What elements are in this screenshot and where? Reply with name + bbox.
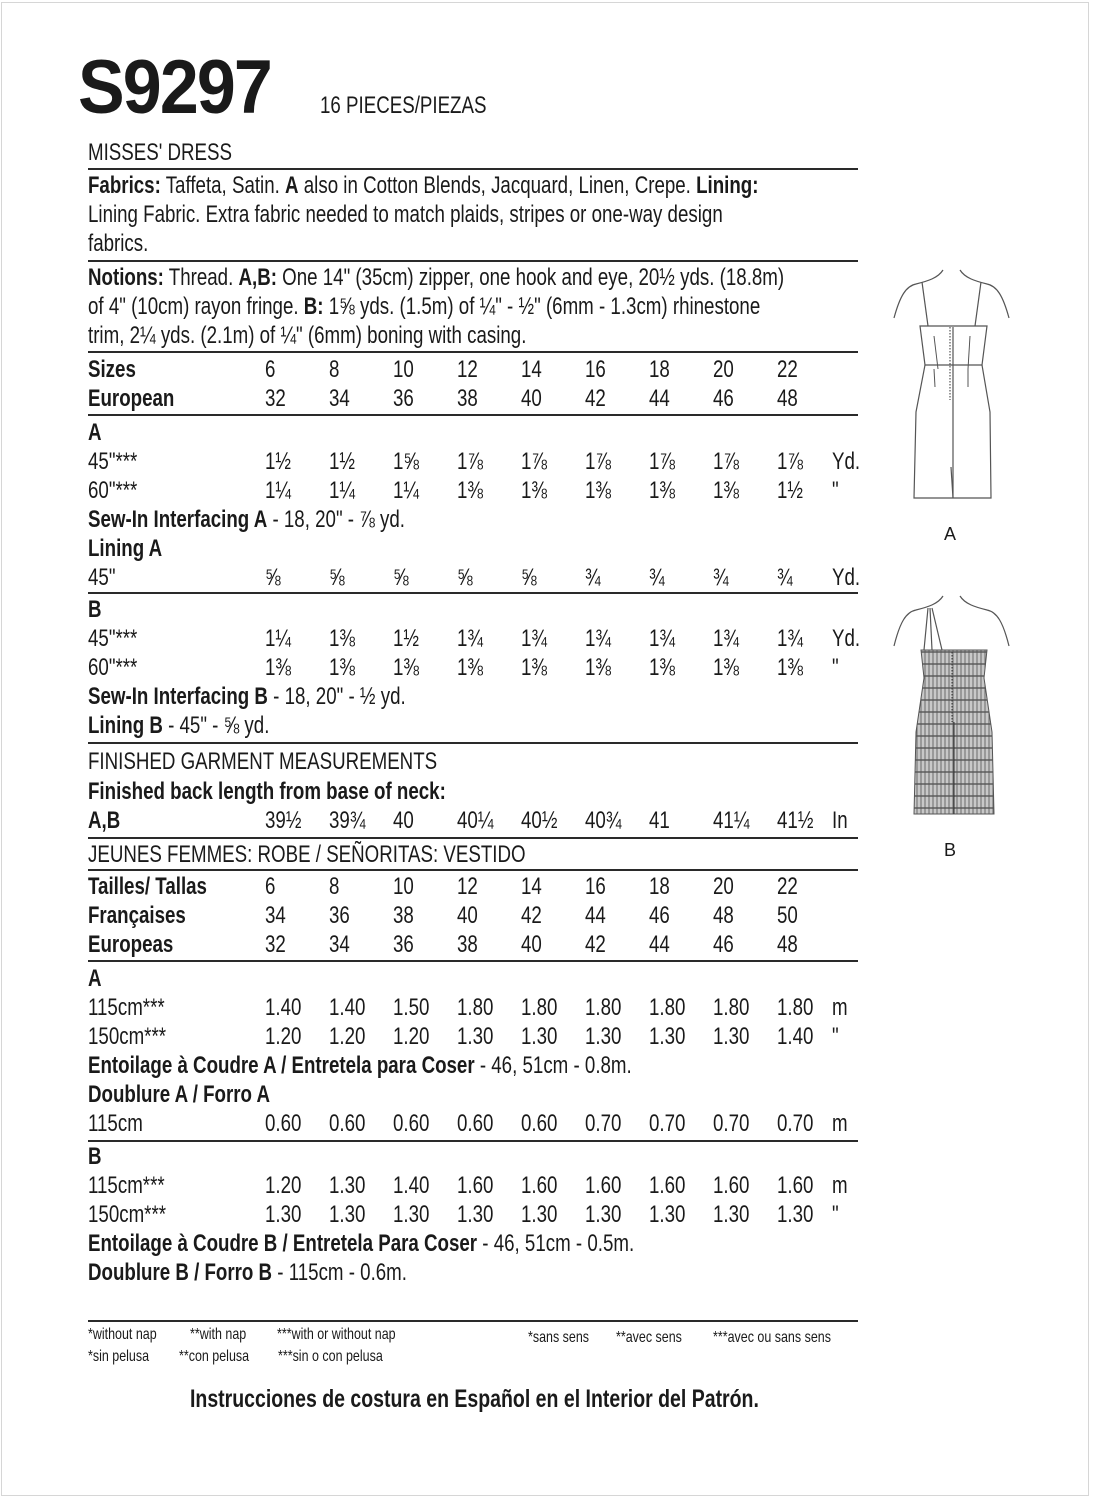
table-cell: 1⅞ bbox=[521, 448, 548, 475]
garment-title: MISSES' DRESS bbox=[88, 139, 233, 166]
interfacing-a-row: Sew-In Interfacing A - 18, 20" - ⅞ yd. bbox=[88, 506, 406, 533]
table-cell: 0.70 bbox=[713, 1110, 750, 1137]
table-cell: 40¼ bbox=[457, 807, 494, 834]
unit-label: In bbox=[832, 807, 848, 834]
table-cell: 34 bbox=[265, 902, 286, 929]
divider bbox=[88, 260, 858, 262]
divider bbox=[88, 960, 858, 962]
lining-a-45-row bbox=[88, 563, 861, 593]
table-cell: 1⅜ bbox=[713, 654, 740, 681]
table-cell: ¾ bbox=[649, 564, 665, 591]
table-cell: 32 bbox=[265, 385, 286, 412]
row-label: 150cm*** bbox=[88, 1023, 167, 1050]
table-cell: 38 bbox=[457, 385, 478, 412]
table-cell: 1.40 bbox=[777, 1023, 814, 1050]
doublure-a-115-row bbox=[88, 1109, 858, 1139]
row-label: Europeas bbox=[88, 931, 174, 958]
metric-view-a-heading bbox=[88, 964, 858, 994]
divider bbox=[88, 168, 858, 170]
row-label: 115cm bbox=[88, 1110, 143, 1137]
table-cell: 14 bbox=[521, 873, 542, 900]
table-cell: 32 bbox=[265, 931, 286, 958]
table-cell: 1.80 bbox=[713, 994, 750, 1021]
finished-ab-row bbox=[88, 806, 858, 836]
table-cell: 48 bbox=[713, 902, 734, 929]
table-cell: 42 bbox=[585, 385, 606, 412]
divider bbox=[88, 414, 858, 416]
table-cell: 1⅜ bbox=[265, 654, 292, 681]
table-cell: 34 bbox=[329, 385, 350, 412]
row-label: A,B bbox=[88, 807, 121, 834]
table-cell: 1⅝ bbox=[393, 448, 420, 475]
divider bbox=[88, 869, 858, 871]
table-cell: 46 bbox=[713, 931, 734, 958]
footnote-en-3: ***with or without nap bbox=[277, 1326, 396, 1343]
table-cell: 1.50 bbox=[393, 994, 430, 1021]
finished-length-subtitle bbox=[88, 777, 858, 807]
francaises-row bbox=[88, 901, 858, 931]
table-cell: 1⅞ bbox=[649, 448, 676, 475]
unit-label: " bbox=[832, 1201, 839, 1228]
table-cell: 1⅜ bbox=[713, 477, 740, 504]
table-cell: 8 bbox=[329, 356, 340, 383]
table-cell: 1.80 bbox=[521, 994, 558, 1021]
table-cell: 1.20 bbox=[329, 1023, 366, 1050]
table-cell: 1.30 bbox=[457, 1023, 494, 1050]
table-cell: 1.60 bbox=[585, 1172, 622, 1199]
table-cell: 1⅜ bbox=[457, 654, 484, 681]
table-cell: 22 bbox=[777, 356, 798, 383]
table-cell: 0.60 bbox=[329, 1110, 366, 1137]
footnote-fr-3: ***avec ou sans sens bbox=[713, 1329, 831, 1346]
table-cell: 12 bbox=[457, 356, 478, 383]
row-label: B bbox=[88, 1143, 102, 1170]
table-cell: ⅝ bbox=[393, 564, 409, 591]
strap-2 bbox=[930, 608, 932, 650]
table-cell: 1.30 bbox=[329, 1201, 366, 1228]
row-label: Doublure A / Forro A bbox=[88, 1081, 270, 1108]
table-cell: 48 bbox=[777, 931, 798, 958]
table-cell: 1.20 bbox=[265, 1172, 302, 1199]
table-cell: 1.60 bbox=[457, 1172, 494, 1199]
table-cell: 14 bbox=[521, 356, 542, 383]
table-cell: 1¾ bbox=[777, 625, 804, 652]
metric-b-150-row bbox=[88, 1200, 858, 1230]
table-cell: 44 bbox=[585, 902, 606, 929]
table-cell: 0.70 bbox=[585, 1110, 622, 1137]
table-cell: 1.20 bbox=[265, 1023, 302, 1050]
table-cell: 1.80 bbox=[777, 994, 814, 1021]
table-cell: 42 bbox=[521, 902, 542, 929]
interfacing-b-row: Sew-In Interfacing B - 18, 20" - ½ yd. bbox=[88, 683, 406, 710]
table-cell: 1¼ bbox=[393, 477, 420, 504]
table-cell: 8 bbox=[329, 873, 340, 900]
table-cell: 1.30 bbox=[393, 1201, 430, 1228]
table-cell: 34 bbox=[329, 931, 350, 958]
view-b-45-row bbox=[88, 624, 861, 654]
table-cell: 1.20 bbox=[393, 1023, 430, 1050]
table-cell: 1.30 bbox=[329, 1172, 366, 1199]
table-cell: 20 bbox=[713, 873, 734, 900]
row-label: 45"*** bbox=[88, 625, 138, 652]
table-cell: ⅝ bbox=[265, 564, 281, 591]
table-cell: 1⅞ bbox=[777, 448, 804, 475]
table-cell: 20 bbox=[713, 356, 734, 383]
table-cell: ¾ bbox=[585, 564, 601, 591]
row-label: 45"*** bbox=[88, 448, 138, 475]
table-cell: 40¾ bbox=[585, 807, 622, 834]
table-cell: 1.80 bbox=[585, 994, 622, 1021]
table-cell: 41½ bbox=[777, 807, 814, 834]
table-cell: 1¾ bbox=[521, 625, 548, 652]
table-cell: 1½ bbox=[329, 448, 356, 475]
table-cell: ⅝ bbox=[329, 564, 345, 591]
doublure-a-heading bbox=[88, 1080, 858, 1110]
row-label: A bbox=[88, 965, 102, 992]
row-label: Françaises bbox=[88, 902, 186, 929]
view-b-illustration bbox=[880, 582, 1030, 822]
table-cell: 1⅜ bbox=[585, 477, 612, 504]
divider bbox=[88, 351, 858, 353]
row-label: 115cm*** bbox=[88, 994, 165, 1021]
table-cell: 1⅜ bbox=[521, 477, 548, 504]
table-cell: 1⅜ bbox=[329, 625, 356, 652]
table-cell: 1¾ bbox=[649, 625, 676, 652]
table-cell: 0.60 bbox=[393, 1110, 430, 1137]
unit-label: " bbox=[832, 477, 839, 504]
row-label: FINISHED GARMENT MEASUREMENTS bbox=[88, 748, 438, 775]
sizes-row bbox=[88, 355, 858, 385]
metric-view-b-heading bbox=[88, 1142, 858, 1172]
table-cell: 1.30 bbox=[713, 1023, 750, 1050]
unit-label: Yd. bbox=[832, 625, 861, 652]
unit-label: " bbox=[832, 1023, 839, 1050]
unit-label: " bbox=[832, 654, 839, 681]
table-cell: 40 bbox=[393, 807, 414, 834]
metric-title bbox=[88, 840, 858, 870]
table-cell: 1¼ bbox=[265, 625, 292, 652]
metric-a-150-row bbox=[88, 1022, 858, 1052]
view-b-60-row bbox=[88, 653, 858, 683]
row-label: Lining A bbox=[88, 535, 163, 562]
table-cell: 0.60 bbox=[521, 1110, 558, 1137]
table-cell: 1.40 bbox=[265, 994, 302, 1021]
table-cell: 1.80 bbox=[457, 994, 494, 1021]
europeas-row bbox=[88, 930, 858, 960]
table-cell: 1.30 bbox=[585, 1201, 622, 1228]
view-a-caption: A bbox=[944, 524, 957, 544]
table-cell: 40½ bbox=[521, 807, 558, 834]
fabrics-line-1: Fabrics: Taffeta, Satin. A also in Cotton Blends, Jacquard, Linen, Crepe. Lining: bbox=[88, 172, 759, 199]
table-cell: 1.60 bbox=[713, 1172, 750, 1199]
strap-right bbox=[975, 282, 981, 326]
notions-line-2: of 4" (10cm) rayon fringe. B: 1⅝ yds. (1.5m) of ¼" - ½" (6mm - 1.3cm) rhinestone bbox=[88, 293, 761, 320]
unit-label: m bbox=[832, 1110, 848, 1137]
table-cell: 1⅜ bbox=[585, 654, 612, 681]
table-cell: 36 bbox=[329, 902, 350, 929]
row-label: 60"*** bbox=[88, 477, 138, 504]
view-a-heading bbox=[88, 418, 858, 448]
footnote-fr-1: *sans sens bbox=[528, 1329, 590, 1346]
table-cell: 46 bbox=[649, 902, 670, 929]
table-cell: 46 bbox=[713, 385, 734, 412]
unit-label: m bbox=[832, 1172, 848, 1199]
divider bbox=[88, 837, 858, 839]
footnote-es-2: **con pelusa bbox=[179, 1348, 250, 1365]
spanish-instructions-note: Instrucciones de costura en Español en el Interior del Patrón. bbox=[190, 1385, 759, 1413]
entoilage-a-row: Entoilage à Coudre A / Entretela para Coser - 46, 51cm - 0.8m. bbox=[88, 1052, 632, 1079]
divider bbox=[88, 1320, 858, 1322]
table-cell: 1⅞ bbox=[457, 448, 484, 475]
footnote-es-1: *sin pelusa bbox=[88, 1348, 150, 1365]
shoulder-right bbox=[960, 596, 1009, 646]
divider bbox=[88, 742, 858, 744]
table-cell: 1⅞ bbox=[585, 448, 612, 475]
table-cell: 1.30 bbox=[265, 1201, 302, 1228]
table-cell: 50 bbox=[777, 902, 798, 929]
table-cell: ⅝ bbox=[521, 564, 537, 591]
table-cell: 1¾ bbox=[585, 625, 612, 652]
table-cell: 39½ bbox=[265, 807, 302, 834]
strap-3 bbox=[932, 608, 942, 650]
row-label: Finished back length from base of neck: bbox=[88, 778, 446, 805]
table-cell: 1½ bbox=[265, 448, 292, 475]
table-cell: 1⅜ bbox=[329, 654, 356, 681]
view-a-60-row bbox=[88, 476, 858, 506]
table-cell: 1⅜ bbox=[649, 654, 676, 681]
finished-measurements-title bbox=[88, 747, 858, 777]
table-cell: 18 bbox=[649, 356, 670, 383]
table-cell: 40 bbox=[521, 931, 542, 958]
footnote-fr-2: **avec sens bbox=[616, 1329, 682, 1346]
table-cell: 1.60 bbox=[777, 1172, 814, 1199]
table-cell: 1½ bbox=[777, 477, 804, 504]
row-label: 45" bbox=[88, 564, 116, 591]
table-cell: 1.60 bbox=[521, 1172, 558, 1199]
footnote-en-2: **with nap bbox=[190, 1326, 247, 1343]
table-cell: 1.30 bbox=[521, 1023, 558, 1050]
table-cell: 18 bbox=[649, 873, 670, 900]
table-cell: 0.70 bbox=[649, 1110, 686, 1137]
table-cell: 44 bbox=[649, 385, 670, 412]
table-cell: 0.60 bbox=[457, 1110, 494, 1137]
table-cell: 41 bbox=[649, 807, 670, 834]
view-b-caption: B bbox=[944, 840, 957, 860]
table-cell: 16 bbox=[585, 356, 606, 383]
unit-label: m bbox=[832, 994, 848, 1021]
table-cell: 1⅜ bbox=[393, 654, 420, 681]
metric-b-115-row bbox=[88, 1171, 858, 1201]
table-cell: 40 bbox=[521, 385, 542, 412]
lining-a-heading bbox=[88, 534, 858, 564]
row-label: A bbox=[88, 419, 102, 446]
notions-line-3: trim, 2¼ yds. (2.1m) of ¼" (6mm) boning with casing. bbox=[88, 322, 527, 349]
table-cell: 1½ bbox=[393, 625, 420, 652]
row-label: 150cm*** bbox=[88, 1201, 167, 1228]
view-b-heading bbox=[88, 595, 858, 625]
table-cell: 1.30 bbox=[585, 1023, 622, 1050]
table-cell: 6 bbox=[265, 873, 276, 900]
table-cell: 1¼ bbox=[265, 477, 292, 504]
table-cell: 1⅜ bbox=[649, 477, 676, 504]
view-a-45-row bbox=[88, 447, 861, 477]
table-cell: 1.30 bbox=[649, 1023, 686, 1050]
row-label: B bbox=[88, 596, 102, 623]
fabrics-line-3: fabrics. bbox=[88, 230, 149, 257]
table-cell: 6 bbox=[265, 356, 276, 383]
table-cell: 1.30 bbox=[649, 1201, 686, 1228]
row-label: Tailles/ Tallas bbox=[88, 873, 207, 900]
table-cell: 38 bbox=[457, 931, 478, 958]
table-cell: ¾ bbox=[713, 564, 729, 591]
table-cell: 1.30 bbox=[521, 1201, 558, 1228]
table-cell: 1¾ bbox=[457, 625, 484, 652]
table-cell: 10 bbox=[393, 356, 414, 383]
entoilage-b-row: Entoilage à Coudre B / Entretela Para Coser - 46, 51cm - 0.5m. bbox=[88, 1230, 635, 1257]
fabrics-label: Fabrics: bbox=[88, 172, 161, 199]
table-cell: 39¾ bbox=[329, 807, 366, 834]
table-cell: ⅝ bbox=[457, 564, 473, 591]
table-cell: 1.60 bbox=[649, 1172, 686, 1199]
unit-label: Yd. bbox=[832, 448, 861, 475]
table-cell: 1¾ bbox=[713, 625, 740, 652]
table-cell: 0.70 bbox=[777, 1110, 814, 1137]
table-cell: 44 bbox=[649, 931, 670, 958]
tailles-row bbox=[88, 872, 858, 902]
row-label: 60"*** bbox=[88, 654, 138, 681]
row-label: Sizes bbox=[88, 356, 136, 383]
fabrics-line-2: Lining Fabric. Extra fabric needed to match plaids, stripes or one-way design bbox=[88, 201, 723, 228]
table-cell: 16 bbox=[585, 873, 606, 900]
strap-1 bbox=[924, 608, 928, 650]
table-cell: 42 bbox=[585, 931, 606, 958]
table-cell: 22 bbox=[777, 873, 798, 900]
notions-line-1: Notions: Thread. A,B: One 14" (35cm) zipper, one hook and eye, 20½ yds. (18.8m) bbox=[88, 264, 785, 291]
footnote-es-3: ***sin o con pelusa bbox=[278, 1348, 383, 1365]
table-cell: 36 bbox=[393, 931, 414, 958]
table-cell: 48 bbox=[777, 385, 798, 412]
table-cell: 38 bbox=[393, 902, 414, 929]
table-cell: 41¼ bbox=[713, 807, 750, 834]
table-cell: 1⅜ bbox=[777, 654, 804, 681]
unit-label: Yd. bbox=[832, 564, 861, 591]
table-cell: 0.60 bbox=[265, 1110, 302, 1137]
table-cell: 1.30 bbox=[457, 1201, 494, 1228]
table-cell: 1¼ bbox=[329, 477, 356, 504]
european-row bbox=[88, 384, 858, 414]
shoulder-right bbox=[960, 270, 1009, 318]
notions-label: Notions: bbox=[88, 264, 164, 291]
table-cell: ¾ bbox=[777, 564, 793, 591]
table-cell: 36 bbox=[393, 385, 414, 412]
lining-b-row: Lining B - 45" - ⅝ yd. bbox=[88, 712, 270, 739]
table-cell: 40 bbox=[457, 902, 478, 929]
pattern-number: S9297 bbox=[78, 45, 271, 130]
row-label: JEUNES FEMMES: ROBE / SEÑORITAS: VESTIDO bbox=[88, 841, 526, 868]
piece-count: 16 PIECES/PIEZAS bbox=[320, 92, 487, 119]
view-a-illustration bbox=[880, 262, 1030, 502]
table-cell: 1.30 bbox=[713, 1201, 750, 1228]
metric-a-115-row bbox=[88, 993, 858, 1023]
table-cell: 1.80 bbox=[649, 994, 686, 1021]
table-cell: 1.40 bbox=[329, 994, 366, 1021]
doublure-b-row: Doublure B / Forro B - 115cm - 0.6m. bbox=[88, 1259, 407, 1286]
table-cell: 1.30 bbox=[777, 1201, 814, 1228]
row-label: European bbox=[88, 385, 175, 412]
table-cell: 12 bbox=[457, 873, 478, 900]
table-cell: 1⅞ bbox=[713, 448, 740, 475]
table-cell: 10 bbox=[393, 873, 414, 900]
divider bbox=[88, 592, 858, 594]
footnote-en-1: *without nap bbox=[88, 1326, 157, 1343]
table-cell: 1⅜ bbox=[457, 477, 484, 504]
table-cell: 1⅜ bbox=[521, 654, 548, 681]
shoulder-left bbox=[894, 270, 943, 318]
row-label: 115cm*** bbox=[88, 1172, 165, 1199]
table-cell: 1.40 bbox=[393, 1172, 430, 1199]
strap-left bbox=[922, 282, 928, 326]
